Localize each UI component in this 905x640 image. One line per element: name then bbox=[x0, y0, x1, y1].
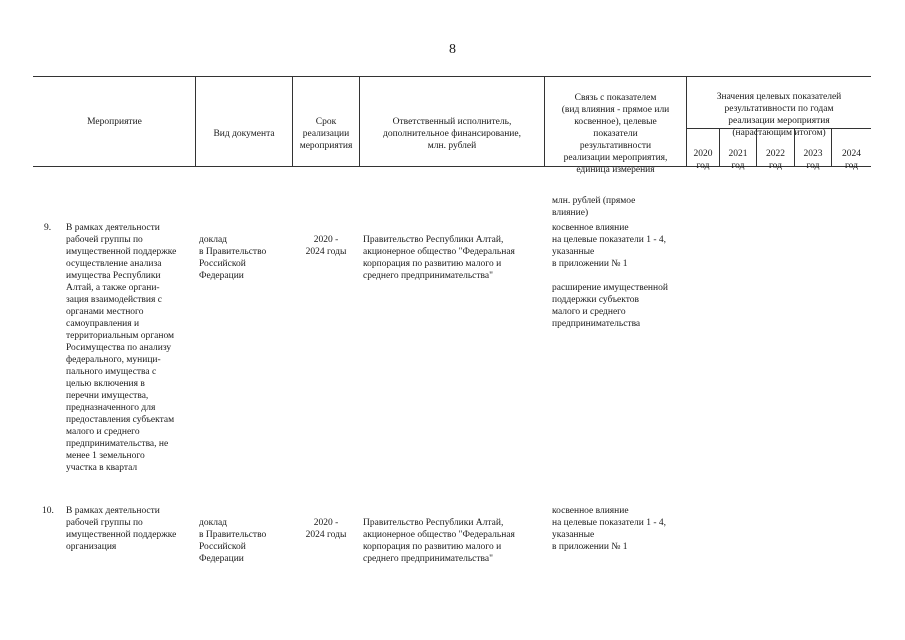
header-document-type: Вид документа bbox=[213, 128, 275, 139]
row-10-responsible: Правительство Республики Алтай, акционерное общество "Федеральная корпорация по развитию малого и среднего предпринимательства" bbox=[363, 518, 515, 564]
page-number: 8 bbox=[449, 42, 456, 57]
row-9-document-type: доклад в Правительство Российской Федерации bbox=[199, 235, 267, 281]
row-9-indicator-influence: косвенное влияние на целевые показатели 1 - 4, указанные в приложении № 1 bbox=[552, 223, 666, 269]
header-indicator-link: Связь с показателем (вид влияния - прямое или косвенное), целевые показатели результативности реализации мероприятия, единица измерения bbox=[561, 92, 670, 175]
header-responsible: Ответственный исполнитель, дополнительное финансирование, млн. рублей bbox=[383, 116, 521, 151]
row-10-indicator-influence: косвенное влияние на целевые показатели 1 - 4, указанные в приложении № 1 bbox=[552, 506, 666, 552]
row-9-activity: В рамках деятельности рабочей группы по имущественной поддержке осуществление анализа имущества Республики Алтай, а также органи- зация взаимодействия с органами местного самоуправления и территориальным органом Росимущества по анализу федерального, муници- пального имущества с целью включения в перечни имущества, предназначенного для предоставления субъектам малого и среднего предпринимательства, не менее 1 земельного участка в квартал bbox=[66, 223, 177, 473]
header-year-2024: 2024 год bbox=[842, 148, 861, 171]
header-year-2020: 2020 год bbox=[693, 148, 713, 171]
header-deadline: Срок реализации мероприятия bbox=[299, 116, 353, 151]
continuation-text: млн. рублей (прямое влияние) bbox=[552, 196, 636, 218]
header-target-values: Значения целевых показателей результативности по годам реализации мероприятия (нарастающим итогом) bbox=[716, 91, 842, 138]
row-10-indicator bbox=[552, 505, 686, 553]
row-9-responsible: Правительство Республики Алтай, акционерное общество "Федеральная корпорация по развитию малого и среднего предпринимательства" bbox=[363, 235, 515, 281]
row-9-indicator bbox=[552, 222, 686, 330]
row-9-number: 9. bbox=[44, 223, 52, 233]
row-10-activity: В рамках деятельности рабочей группы по имущественной поддержке организация bbox=[66, 506, 177, 552]
row-9-indicator-expansion: расширение имущественной поддержки субъектов малого и среднего предпринимательства bbox=[552, 283, 668, 329]
row-9-deadline: 2020 - 2024 годы bbox=[305, 235, 347, 257]
header-year-2023: 2023 год bbox=[803, 148, 823, 171]
header-activity: Мероприятие bbox=[87, 116, 142, 127]
row-10-deadline: 2020 - 2024 годы bbox=[305, 518, 347, 540]
header-year-2021: 2021 год bbox=[728, 148, 748, 171]
row-10-document-type: доклад в Правительство Российской Федерации bbox=[199, 518, 267, 564]
row-10-number: 10. bbox=[42, 506, 54, 516]
header-year-2022: 2022 год bbox=[766, 148, 785, 171]
